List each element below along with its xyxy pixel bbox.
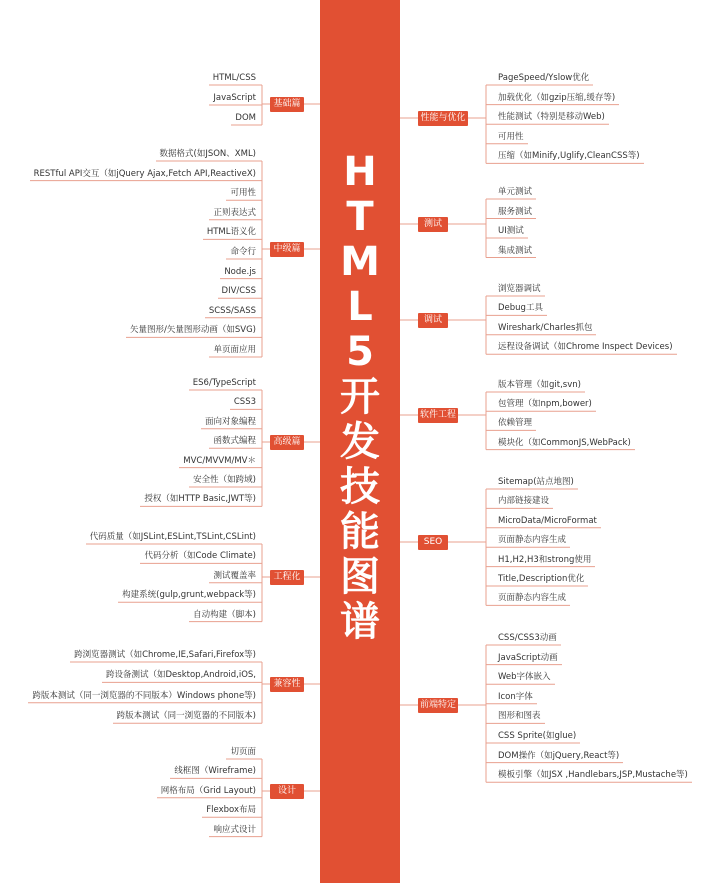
branch-node: 中级篇	[270, 242, 304, 257]
leaf-label: 内部链接建设	[498, 496, 550, 507]
leaf-label: 图形和图表	[498, 711, 541, 722]
leaf-label: JavaScript动画	[498, 652, 558, 663]
leaf-label: 安全性（如跨域)	[193, 475, 256, 485]
branch-node: 设计	[270, 784, 304, 799]
leaf-label: 模块化（如CommonJS,WebPack)	[498, 437, 631, 448]
leaf-label: H1,H2,H3和strong使用	[498, 554, 592, 565]
leaf-label: RESTful API交互（如jQuery Ajax,Fetch API,ReactiveX)	[33, 168, 256, 179]
leaf-label: DOM	[235, 113, 256, 123]
branch-node: 软件工程	[418, 408, 458, 423]
map-title	[320, 150, 400, 645]
leaf-label: 线框图（Wireframe)	[174, 766, 256, 777]
leaf-label: 面向对象编程	[204, 416, 256, 427]
leaf-label: CSS/CSS3动画	[498, 633, 557, 643]
leaf-label: 页面静态内容生成	[498, 535, 567, 546]
branch-node: 基础篇	[270, 97, 304, 112]
leaf-label: 代码质量（如JSLint,ESLint,TSLint,CSLint)	[89, 532, 256, 542]
leaf-label: HTML/CSS	[212, 73, 256, 83]
leaf-label: 单元测试	[498, 187, 533, 197]
title-char: H	[343, 149, 377, 195]
leaf-label: 模板引擎（如JSX ,Handlebars,JSP,Mustache等)	[498, 770, 688, 781]
title-char: M	[340, 239, 380, 285]
leaf-label: JavaScript	[213, 93, 256, 103]
title-char: 能	[340, 509, 380, 555]
leaf-label: 跨版本测试（同一浏览器的不同版本）Windows phone等)	[32, 690, 256, 701]
branch-node: 性能与优化	[418, 111, 468, 126]
branch-node: 调试	[418, 313, 448, 328]
leaf-label: CSS Sprite(如glue)	[498, 731, 577, 741]
branch-node: 兼容性	[270, 677, 304, 692]
leaf-label: MVC/MVVM/MV＊	[183, 455, 256, 466]
leaf-label: 矢量图形/矢量图形动画（如SVG)	[130, 325, 256, 336]
leaf-label: 可用性	[498, 131, 524, 142]
leaf-label: Node.js	[224, 266, 256, 277]
leaf-label: 数据格式(如JSON、XML)	[159, 149, 256, 159]
leaf-label: MicroData/MicroFormat	[498, 515, 597, 526]
title-char: 5	[346, 329, 374, 375]
title-char: L	[347, 284, 373, 330]
leaf-label: 授权（如HTTP Basic,JWT等)	[144, 494, 256, 505]
leaf-label: 网格布局（Grid Layout)	[160, 785, 256, 796]
leaf-label: Sitemap(站点地图)	[498, 477, 574, 487]
leaf-label: 可用性	[230, 188, 256, 199]
leaf-label: ES6/TypeScript	[192, 378, 256, 388]
leaf-label: 包管理（如npm,bower)	[498, 399, 592, 410]
leaf-label: 压缩（如Minify,Uglify,CleanCSS等)	[498, 151, 640, 162]
leaf-label: 命令行	[230, 247, 256, 257]
leaf-label: 测试覆盖率	[213, 570, 256, 581]
leaf-label: DIV/CSS	[221, 286, 256, 297]
leaf-label: 切页面	[230, 747, 256, 757]
leaf-label: 单页面应用	[213, 345, 256, 355]
leaf-label: Debug工具	[498, 303, 543, 314]
leaf-label: 函数式编程	[213, 436, 256, 447]
leaf-label: Web字体嵌入	[498, 672, 551, 683]
title-char: 技	[340, 464, 380, 510]
branch-node: 前端特定	[418, 698, 458, 713]
leaf-label: 代码分析（如Code Climate)	[144, 551, 256, 562]
leaf-label: 页面静态内容生成	[498, 593, 567, 604]
leaf-label: 性能测试（特别是移动Web)	[498, 112, 605, 123]
leaf-label: 集成测试	[498, 245, 533, 256]
leaf-label: CSS3	[233, 397, 256, 408]
title-char: 谱	[340, 599, 380, 645]
leaf-label: PageSpeed/Yslow优化	[498, 73, 590, 83]
branch-node: SEO	[418, 535, 448, 550]
leaf-label: 响应式设计	[213, 824, 256, 835]
title-char: 开	[340, 374, 380, 420]
leaf-label: 正则表达式	[213, 207, 256, 218]
leaf-label: Wireshark/Charles抓包	[498, 322, 593, 333]
leaf-label: HTML语义化	[206, 227, 256, 238]
leaf-label: 浏览器调试	[498, 284, 541, 294]
branch-node: 高级篇	[270, 435, 304, 450]
branch-node: 测试	[418, 217, 448, 232]
leaf-label: Title,Description优化	[498, 574, 585, 584]
leaf-label: Flexbox布局	[206, 805, 256, 816]
leaf-label: 跨设备测试（如Desktop,Android,iOS,	[106, 670, 256, 681]
leaf-label: 加载优化（如gzip压缩,缓存等)	[498, 92, 616, 103]
leaf-label: 服务测试	[498, 206, 533, 217]
leaf-label: 远程设备调试（如Chrome Inspect Devices)	[498, 342, 673, 353]
leaf-label: 构建系统(gulp,grunt,webpack等)	[122, 590, 256, 601]
leaf-label: 版本管理（如git,svn)	[498, 380, 581, 390]
leaf-label: 跨版本测试（同一浏览器的不同版本)	[116, 711, 256, 722]
leaf-label: DOM操作（如jQuery,React等)	[498, 750, 620, 761]
branch-node: 工程化	[270, 570, 304, 585]
leaf-label: SCSS/SASS	[208, 305, 256, 316]
title-char: T	[346, 194, 374, 240]
title-char: 发	[340, 419, 380, 465]
leaf-label: 依赖管理	[498, 418, 533, 429]
leaf-label: Icon字体	[498, 691, 533, 702]
leaf-label: 自动构建（脚本)	[193, 609, 256, 620]
leaf-label: UI测试	[498, 226, 524, 236]
leaf-label: 跨浏览器测试（如Chrome,IE,Safari,Firefox等)	[74, 650, 256, 660]
title-char: 图	[340, 554, 380, 600]
